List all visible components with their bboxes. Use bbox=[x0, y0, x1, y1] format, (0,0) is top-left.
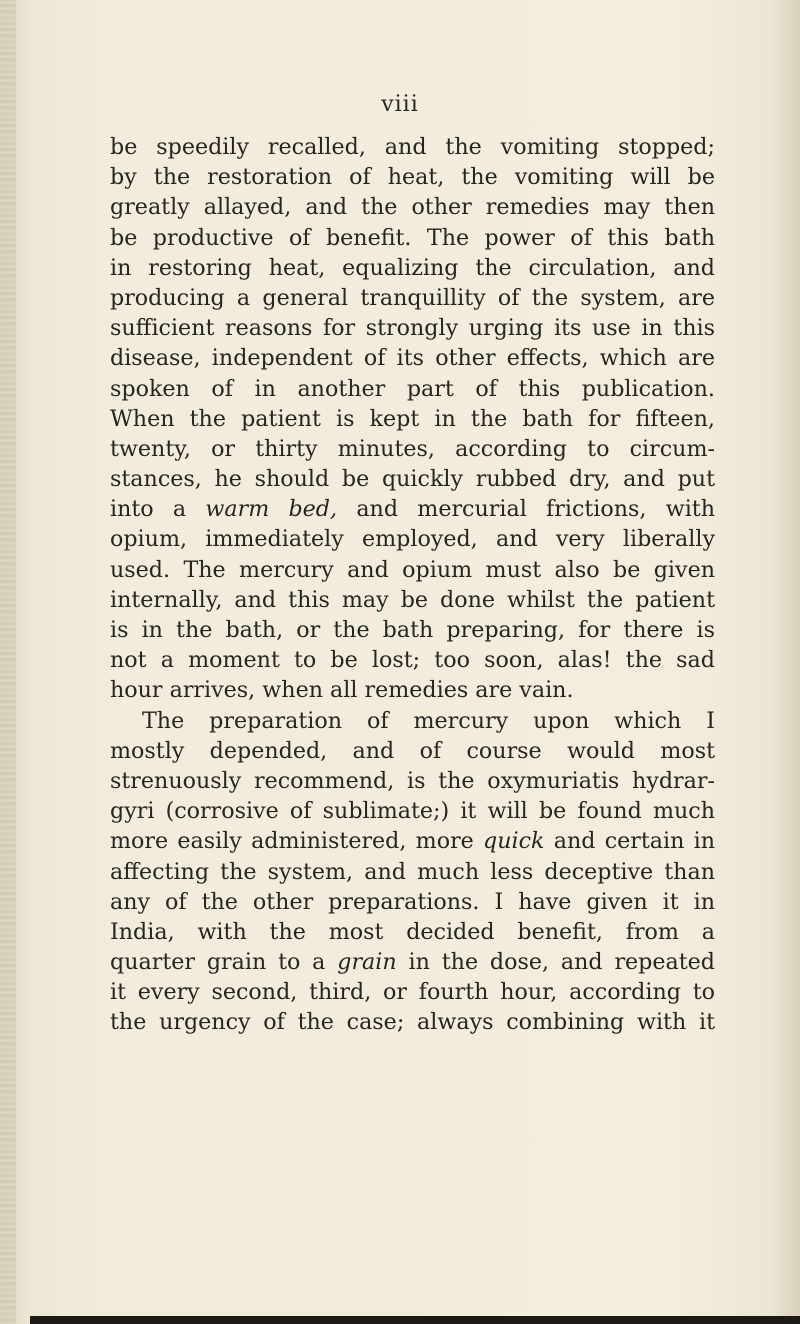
text-line: producing a general tranquillity of the system, are bbox=[110, 284, 715, 311]
text-line: twenty, or thirty minutes, according to circum- bbox=[110, 435, 715, 462]
text-line: greatly allayed, and the other remedies may then bbox=[110, 194, 715, 221]
text-line-paragraph-start: The preparation of mercury upon which I bbox=[142, 707, 715, 734]
text-line: India, with the most decided benefit, from a bbox=[110, 918, 715, 945]
body-text bbox=[110, 132, 715, 1038]
binding-gutter bbox=[0, 0, 16, 1324]
text-line-warm-bed bbox=[110, 494, 715, 524]
text-line: be speedily recalled, and the vomiting stopped; bbox=[110, 134, 715, 160]
text-line-quick bbox=[110, 826, 715, 856]
text-line: When the patient is kept in the bath for fifteen, bbox=[110, 405, 715, 432]
text-line: be productive of benefit. The power of this bath bbox=[110, 224, 715, 251]
page-number: viii bbox=[381, 92, 419, 117]
text-line: opium, immediately employed, and very liberally bbox=[110, 526, 715, 553]
italic-warm-bed: warm bed, bbox=[205, 496, 338, 523]
text-line: the urgency of the case; always combining with it bbox=[110, 1009, 715, 1036]
text-line: mostly depended, and of course would most bbox=[110, 737, 715, 764]
text-line: not a moment to be lost; too soon, alas! the sad bbox=[110, 647, 715, 674]
text-segment: more easily administered, more bbox=[110, 828, 484, 855]
text-line: stances, he should be quickly rubbed dry, and put bbox=[110, 466, 715, 493]
italic-quick: quick bbox=[483, 828, 545, 855]
text-segment: in the dose, and repeated bbox=[396, 949, 715, 976]
text-line: by the restoration of heat, the vomiting will be bbox=[110, 164, 715, 191]
text-line: affecting the system, and much less deceptive than bbox=[110, 858, 715, 885]
italic-grain: grain bbox=[337, 949, 397, 976]
text-line: sufficient reasons for strongly urging its use in this bbox=[110, 315, 715, 342]
text-line: any of the other preparations. I have given it in bbox=[110, 888, 715, 915]
text-line: is in the bath, or the bath preparing, for there is bbox=[110, 617, 715, 643]
text-line-grain bbox=[110, 947, 715, 977]
text-line: in restoring heat, equalizing the circulation, and bbox=[110, 254, 715, 281]
text-line: internally, and this may be done whilst the patient bbox=[110, 586, 715, 613]
text-segment: quarter grain to a bbox=[110, 949, 338, 976]
text-line: strenuously recommend, is the oxymuriatis hydrar- bbox=[110, 767, 715, 794]
text-segment: and certain in bbox=[544, 828, 716, 855]
text-line: hour arrives, when all remedies are vain. bbox=[110, 677, 574, 704]
text-line: it every second, third, or fourth hour, according to bbox=[110, 979, 715, 1006]
text-line: disease, independent of its other effects, which are bbox=[110, 345, 715, 372]
text-line: spoken of in another part of this publication. bbox=[110, 375, 715, 402]
text-line: gyri (corrosive of sublimate;) it will be found much bbox=[110, 798, 715, 825]
bottom-edge-shadow bbox=[30, 1316, 800, 1324]
text-segment: into a bbox=[110, 496, 206, 523]
text-line: used. The mercury and opium must also be given bbox=[110, 556, 715, 583]
text-segment: and mercurial frictions, with bbox=[337, 496, 716, 523]
